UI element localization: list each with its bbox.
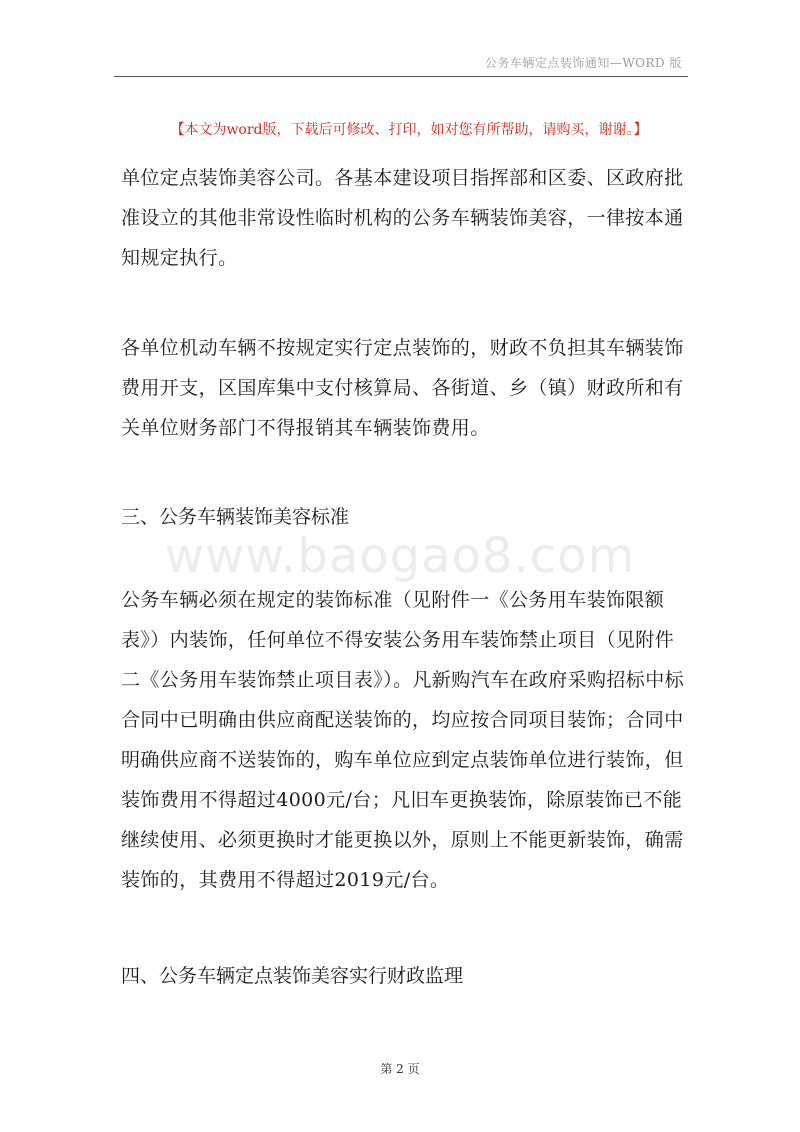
running-header: 公务车辆定点装饰通知—WORD 版	[484, 56, 682, 70]
paragraph-3: 公务车辆必须在规定的装饰标准（见附件一《公务用车装饰限额表》）内装饰，任何单位不得安装公务用车装饰禁止项目（见附件二《公务用车装饰禁止项目表》）。凡新购汽车在政府采购招标中标合同中已明确由供应商配送装饰的，均应按合同项目装饰；合同中明确供应商不送装饰的，购车单位应到定点装饰单位进行装饰，但装饰费用不得超过4000元/台；凡旧车更换装饰，除原装饰已不能继续使用、必须更换时才能更换以外，原则上不能更新装饰，确需装饰的，其费用不得超过2019元/台。	[121, 589, 685, 891]
section-heading-4: 四、公务车辆定点装饰美容实行财政监理	[121, 965, 464, 987]
download-notice: 【本文为word版，下载后可修改、打印，如对您有所帮助，请购买，谢谢。】	[170, 122, 648, 138]
page-number: 第 2 页	[380, 1062, 420, 1076]
paragraph-1: 单位定点装饰美容公司。各基本建设项目指挥部和区委、区政府批准设立的其他非常设性临时机构的公务车辆装饰美容，一律按本通知规定执行。	[121, 167, 684, 269]
paragraph-2: 各单位机动车辆不按规定实行定点装饰的，财政不负担其车辆装饰费用开支，区国库集中支付核算局、各街道、乡（镇）财政所和有关单位财务部门不得报销其车辆装饰费用。	[121, 337, 684, 439]
watermark: www.baogao8.com	[164, 528, 636, 584]
section-heading-3: 三、公务车辆装饰美容标准	[121, 506, 350, 528]
header-divider	[114, 76, 688, 77]
